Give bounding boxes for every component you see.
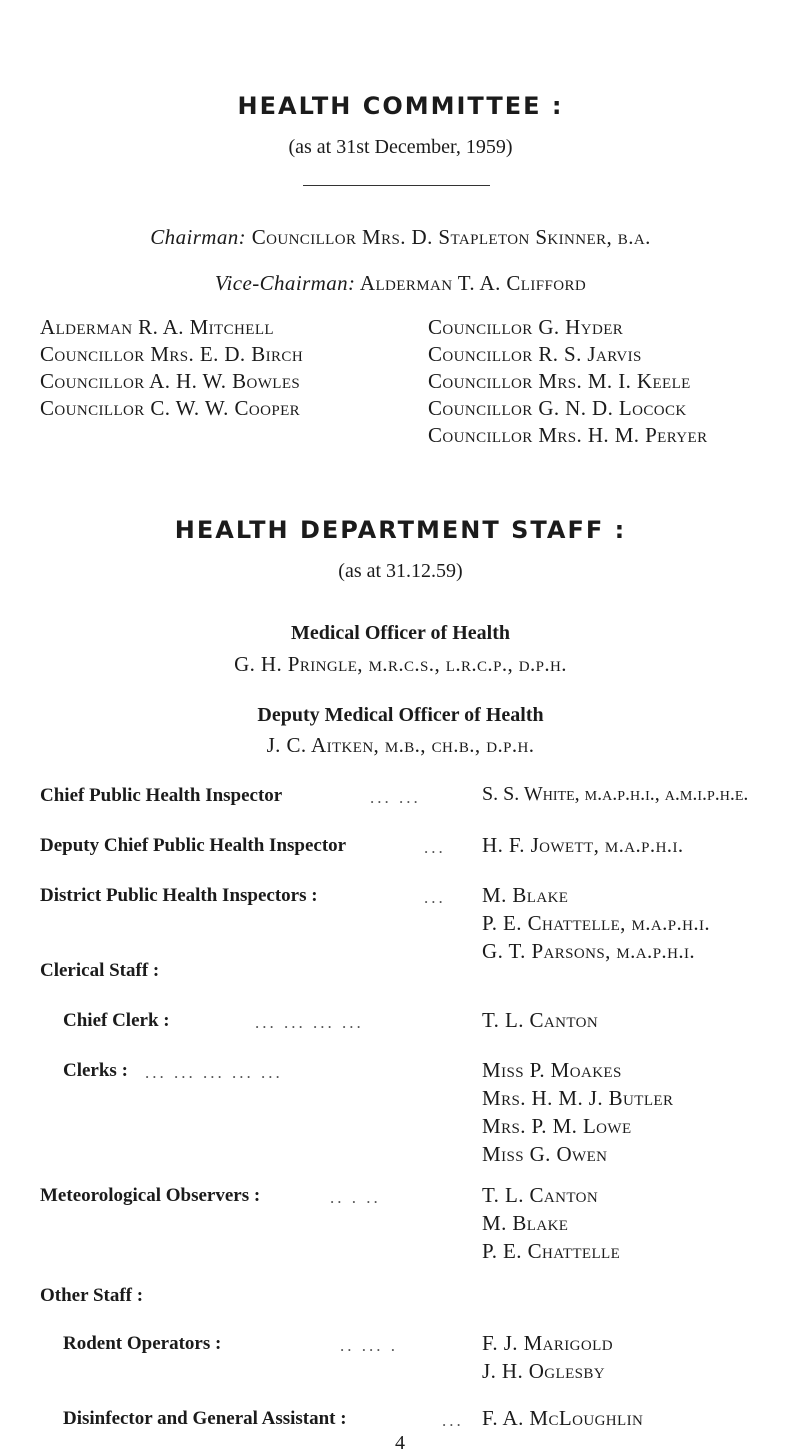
met-label: Meteorological Observers : bbox=[40, 1185, 261, 1206]
leader-dots: ... bbox=[424, 888, 446, 907]
leader-dots: .. ... . bbox=[340, 1336, 398, 1355]
clerk-name: Mrs. H. M. J. Butler bbox=[482, 1086, 674, 1110]
chief-clerk-label: Chief Clerk : bbox=[63, 1010, 170, 1031]
dmoh-title: Deputy Medical Officer of Health bbox=[257, 704, 544, 726]
chief-phi-label: Chief Public Health Inspector bbox=[40, 785, 283, 806]
leader-dots: ... ... bbox=[370, 788, 421, 807]
disinfector-label: Disinfector and General Assistant : bbox=[63, 1408, 347, 1429]
committee-member: Councillor A. H. W. Bowles bbox=[40, 369, 301, 393]
deputy-phi-label: Deputy Chief Public Health Inspector bbox=[40, 835, 347, 856]
committee-member: Councillor G. Hyder bbox=[428, 315, 624, 339]
district-phi-name: P. E. Chattelle, m.a.p.h.i. bbox=[482, 911, 711, 935]
leader-dots: ... bbox=[424, 838, 446, 857]
committee-heading: HEALTH COMMITTEE : bbox=[237, 92, 564, 120]
district-phi-label: District Public Health Inspectors : bbox=[40, 885, 318, 906]
met-name: M. Blake bbox=[482, 1211, 569, 1235]
met-name: P. E. Chattelle bbox=[482, 1239, 621, 1263]
dmoh-name: J. C. Aitken, m.b., ch.b., d.p.h. bbox=[266, 733, 535, 757]
deputy-phi-name: H. F. Jowett, m.a.p.h.i. bbox=[482, 833, 684, 857]
clerk-name: Miss G. Owen bbox=[482, 1142, 608, 1166]
committee-member: Councillor Mrs. H. M. Peryer bbox=[428, 423, 708, 447]
staff-heading: HEALTH DEPARTMENT STAFF : bbox=[174, 516, 627, 544]
rodent-label: Rodent Operators : bbox=[63, 1333, 222, 1354]
clerk-name: Miss P. Moakes bbox=[482, 1058, 622, 1082]
moh-title: Medical Officer of Health bbox=[290, 622, 510, 644]
leader-dots: .. . .. bbox=[330, 1188, 381, 1207]
committee-member: Councillor C. W. W. Cooper bbox=[40, 396, 301, 420]
committee-member: Councillor G. N. D. Locock bbox=[428, 396, 687, 420]
rodent-name: J. H. Oglesby bbox=[482, 1359, 606, 1383]
vice-chairman-role: Vice-Chairman: bbox=[214, 271, 356, 295]
clerk-name: Mrs. P. M. Lowe bbox=[482, 1114, 632, 1138]
committee-member: Councillor Mrs. M. I. Keele bbox=[428, 369, 691, 393]
disinfector-name: F. A. McLoughlin bbox=[482, 1406, 644, 1430]
rodent-name: F. J. Marigold bbox=[482, 1331, 613, 1355]
moh-name: G. H. Pringle, m.r.c.s., l.r.c.p., d.p.h. bbox=[234, 652, 567, 676]
met-name: T. L. Canton bbox=[482, 1183, 599, 1207]
district-phi-name: G. T. Parsons, m.a.p.h.i. bbox=[482, 939, 696, 963]
page-number: 4 bbox=[395, 1432, 405, 1454]
committee-member: Councillor Mrs. E. D. Birch bbox=[40, 342, 304, 366]
vice-chairman-line bbox=[0, 271, 801, 296]
clerical-label: Clerical Staff : bbox=[40, 960, 160, 981]
leader-dots: ... ... ... ... ... bbox=[145, 1063, 283, 1082]
vice-chairman-name: Alderman T. A. Clifford bbox=[359, 271, 587, 295]
clerks-label: Clerks : bbox=[63, 1060, 128, 1081]
chairman-name: Councillor Mrs. D. Stapleton Skinner, b.a. bbox=[251, 225, 651, 249]
district-phi-name: M. Blake bbox=[482, 883, 569, 907]
committee-member: Alderman R. A. Mitchell bbox=[40, 315, 274, 339]
committee-member: Councillor R. S. Jarvis bbox=[428, 342, 642, 366]
leader-dots: ... ... ... ... bbox=[255, 1013, 364, 1032]
committee-date: (as at 31st December, 1959) bbox=[288, 136, 513, 158]
leader-dots: ... bbox=[442, 1411, 464, 1430]
other-staff-label: Other Staff : bbox=[40, 1285, 144, 1306]
chairman-role: Chairman: bbox=[150, 225, 247, 249]
staff-date: (as at 31.12.59) bbox=[338, 560, 463, 582]
chairman-line bbox=[0, 225, 801, 250]
chief-clerk-name: T. L. Canton bbox=[482, 1008, 599, 1032]
chief-phi-name: S. S. White, m.a.p.h.i., a.m.i.p.h.e. bbox=[482, 783, 749, 805]
divider-rule bbox=[303, 185, 490, 186]
